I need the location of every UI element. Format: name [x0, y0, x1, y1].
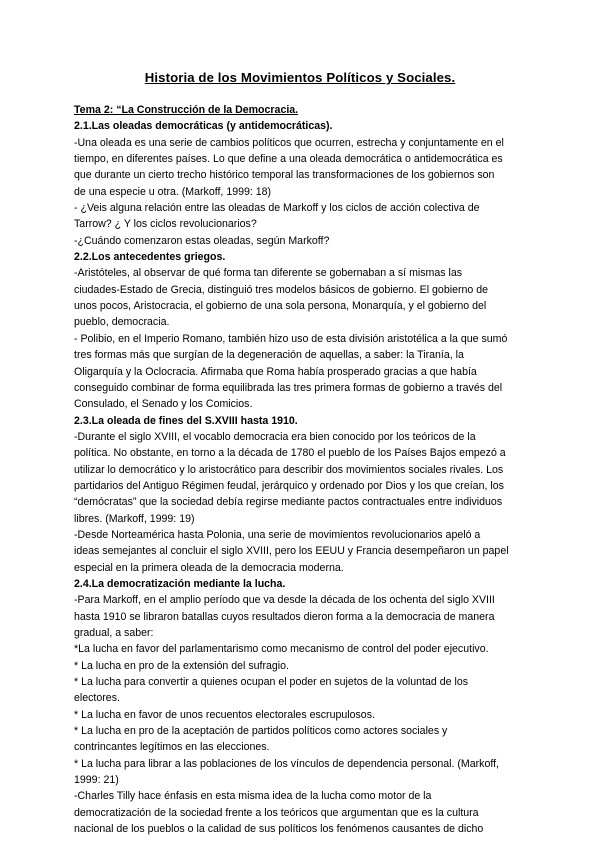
text-line: ideas semejantes al concluir el siglo XVIII, pero los EEUU y Francia desempeñaron un papel — [74, 545, 509, 558]
text-line: - ¿Veis alguna relación entre las oleadas de Markoff y los ciclos de acción colectiva de — [74, 202, 480, 215]
text-line: “demócratas” que la sociedad debía regirse mediante pactos contractuales entre individuos — [74, 496, 503, 509]
text-line: pueblo, democracia. — [74, 316, 170, 329]
text-line: nacional de los pueblos o la calidad de sus políticos los fenómenos causantes de dicho — [74, 823, 484, 836]
text-line: -Una oleada es una serie de cambios políticos que ocurren, estrecha y conjuntamente en el — [74, 136, 504, 149]
text-line: * La lucha para convertir a quienes ocupan el poder en sujetos de la voluntad de los — [74, 676, 469, 689]
text-line: Tarrow? ¿ Y los ciclos revolucionarios? — [74, 218, 257, 231]
text-line: -Durante el siglo XVIII, el vocablo democracia era bien conocido por los teóricos de la — [74, 430, 476, 443]
text-line: conseguido combinar de forma equilibrada las tres primera formas de gobierno a través del — [74, 381, 503, 394]
text-line: libres. (Markoff, 1999: 19) — [74, 512, 195, 525]
text-line: utilizar lo democrático y lo aristocrático para describir dos movimientos sociales rivales. Los — [74, 463, 504, 476]
text-line: ciudades-Estado de Grecia, distinguió tres modelos básicos de gobierno. El gobierno de — [74, 283, 488, 296]
text-line: * La lucha para librar a las poblaciones de los vínculos de dependencia personal. (Markoff, — [74, 757, 499, 770]
text-line: - Polibio, en el Imperio Romano, también hizo uso de esta división aristotélica a la que sumó — [74, 332, 508, 345]
text-line: contrincantes legítimos en las elecciones. — [74, 741, 270, 754]
text-line: electores. — [74, 692, 120, 705]
section-heading: 2.3.La oleada de fines del S.XVIII hasta 1910. — [74, 414, 298, 427]
text-line: tiempo, en diferentes países. Lo que define a una oleada democrática o antidemocrática es — [74, 153, 503, 166]
text-line: 1999: 21) — [74, 774, 119, 787]
document-title: Historia de los Movimientos Políticos y Sociales. — [144, 70, 456, 85]
text-line: Consulado, el Senado y los Comicios. — [74, 398, 253, 411]
text-line: -¿Cuándo comenzaron estas oleadas, según Markoff? — [74, 234, 330, 247]
text-line: * La lucha en pro de la extensión del sufragio. — [74, 659, 289, 672]
text-line: política. No obstante, en torno a la década de 1780 el pueblo de los Países Bajos empezó a — [74, 447, 506, 460]
text-line: * La lucha en pro de la aceptación de partidos políticos como actores sociales y — [74, 725, 448, 738]
document-body — [74, 102, 534, 837]
text-line: especial en la primera oleada de la democracia moderna. — [74, 561, 344, 574]
body-lines — [74, 118, 534, 837]
text-line: Oligarquía y la Oclocracia. Afirmaba que Roma había prosperado gracias a que había — [74, 365, 477, 378]
text-line: * La lucha en favor de unos recuentos electorales escrupulosos. — [74, 708, 375, 721]
text-line: democratización de la sociedad frente a los teóricos que argumentan que es la cultura — [74, 806, 479, 819]
text-line: -Desde Norteamérica hasta Polonia, una serie de movimientos revolucionarios apeló a — [74, 528, 481, 541]
text-line: hasta 1910 se libraron batallas cuyos resultados dieron forma a la democracia de manera — [74, 610, 495, 623]
text-line: *La lucha en favor del parlamentarismo como mecanismo de control del poder ejecutivo. — [74, 643, 489, 656]
text-line: -Charles Tilly hace énfasis en esta misma idea de la lucha como motor de la — [74, 790, 432, 803]
text-line: gradual, a saber: — [74, 627, 154, 639]
text-line: -Para Markoff, en el amplio período que va desde la década de los ochenta del siglo XVIII — [74, 594, 495, 607]
text-line: -Aristóteles, al observar de qué forma tan diferente se gobernaban a sí mismas las — [74, 267, 463, 280]
section-heading: 2.1.Las oleadas democráticas (y antidemocráticas). — [74, 120, 333, 133]
topic-heading: Tema 2: “La Construcción de la Democracia. — [74, 104, 299, 116]
text-line: de una especie u otra. (Markoff, 1999: 18) — [74, 185, 272, 198]
text-line: que durante un cierto trecho histórico temporal las transformaciones de los gobiernos son — [74, 169, 495, 182]
text-line: unos pocos, Aristocracia, el gobierno de una sola persona, Monarquía, y el gobierno del — [74, 300, 487, 313]
section-heading: 2.2.Los antecedentes griegos. — [74, 251, 226, 264]
section-heading: 2.4.La democratización mediante la lucha. — [74, 577, 286, 590]
text-line: tres formas más que surgían de la degeneración de aquellas, a saber: la Tiranía, la — [74, 349, 464, 362]
text-line: partidarios del Antiguo Régimen feudal, jerárquico y ordenado por Dios y los que creían, los — [74, 479, 504, 492]
